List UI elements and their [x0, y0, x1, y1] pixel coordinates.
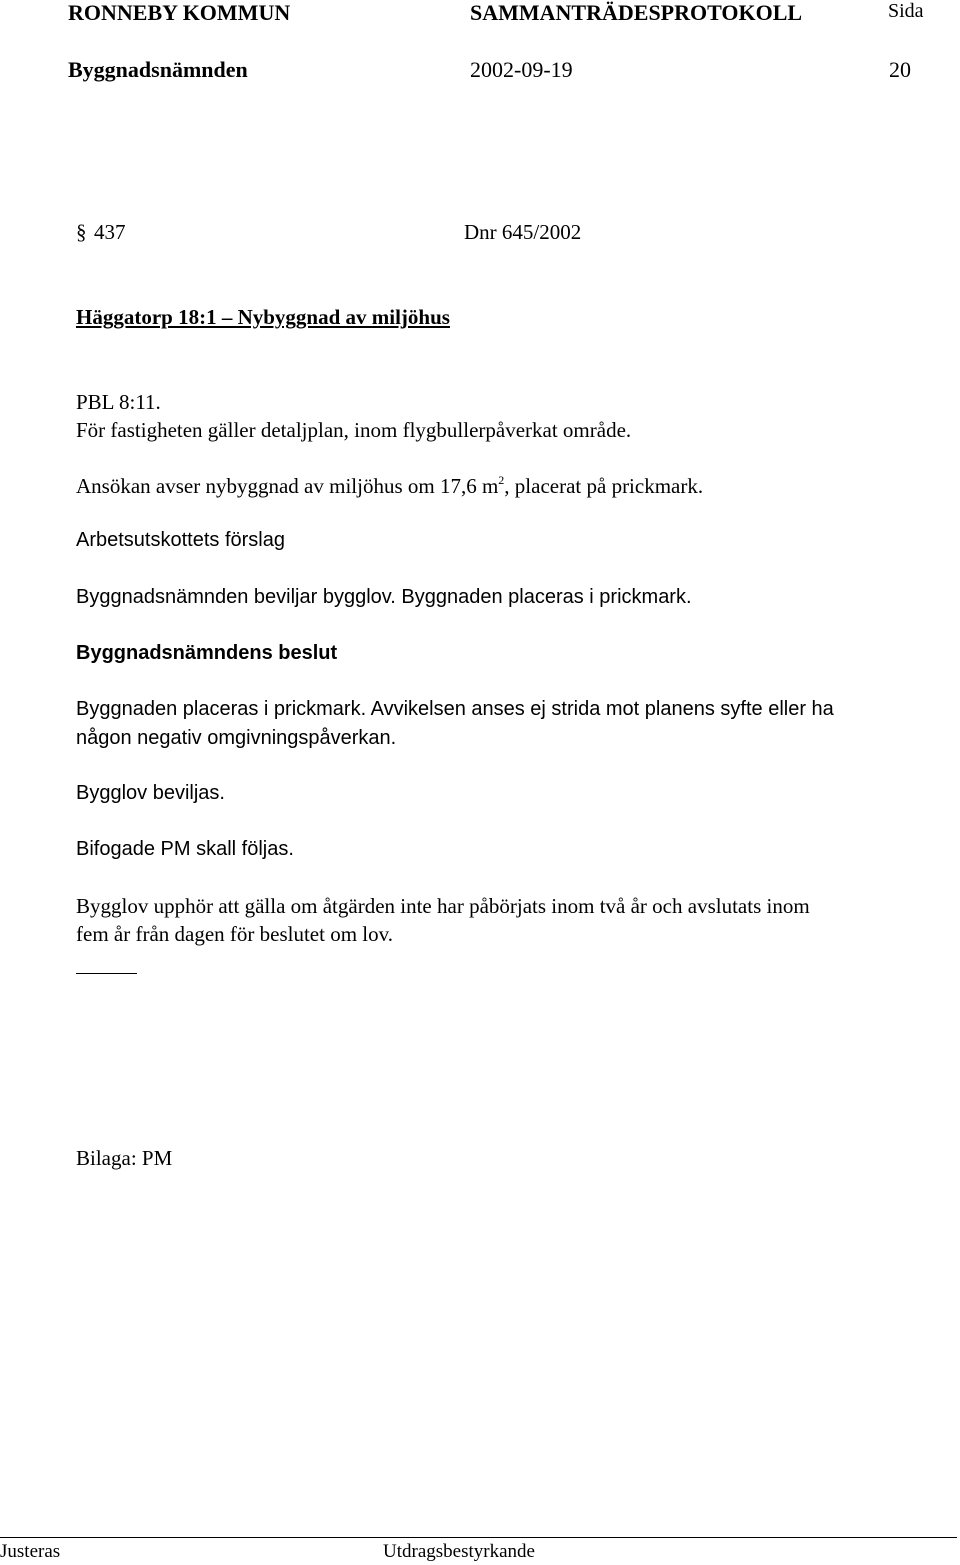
footer-rule: [0, 1537, 957, 1538]
attachment-note: Bilaga: PM: [76, 1146, 173, 1170]
permit-granted-text: Bygglov beviljas.: [76, 782, 225, 804]
separator-line: [76, 973, 137, 974]
document-type: SAMMANTRÄDESPROTOKOLL: [470, 0, 803, 25]
footer-utdragsbestyrkande: Utdragsbestyrkande: [383, 1541, 535, 1562]
page-label: Sida: [888, 0, 924, 22]
page-number: 20: [889, 57, 911, 82]
org-name: RONNEBY KOMMUN: [68, 0, 291, 25]
validity-text-line1: Bygglov upphör att gälla om åtgärden inte har påbörjats inom två år och avslutats inom: [76, 894, 810, 918]
law-reference: PBL 8:11.: [76, 390, 161, 414]
application-text-end: , placerat på prickmark.: [504, 474, 704, 498]
meeting-date: 2002-09-19: [470, 57, 573, 82]
validity-text-line2: fem år från dagen för beslutet om lov.: [76, 922, 394, 946]
plan-note: För fastigheten gäller detaljplan, inom flygbullerpåverkat område.: [76, 418, 632, 442]
decision-text-line1: Byggnaden placeras i prickmark. Avvikelsen anses ej strida mot planens syfte eller ha: [76, 698, 834, 720]
case-dnr: Dnr 645/2002: [464, 220, 582, 244]
paragraph-number: 437: [94, 220, 126, 244]
committee-name: Byggnadsnämnden: [68, 57, 248, 82]
proposal-heading: Arbetsutskottets förslag: [76, 529, 285, 551]
footer-justeras: Justeras: [0, 1541, 61, 1562]
decision-text-line2: någon negativ omgivningspåverkan.: [76, 727, 397, 749]
proposal-text: Byggnadsnämnden beviljar bygglov. Byggnaden placeras i prickmark.: [76, 586, 692, 608]
case-title: Häggatorp 18:1 – Nybyggnad av miljöhus: [76, 305, 450, 329]
attached-pm-text: Bifogade PM skall följas.: [76, 838, 294, 860]
area-superscript: 2: [498, 473, 505, 487]
paragraph-sign: §: [76, 220, 87, 244]
application-text: [76, 474, 703, 499]
application-text-main: Ansökan avser nybyggnad av miljöhus om 17,6 m: [76, 474, 499, 498]
decision-heading: Byggnadsnämndens beslut: [76, 642, 338, 664]
